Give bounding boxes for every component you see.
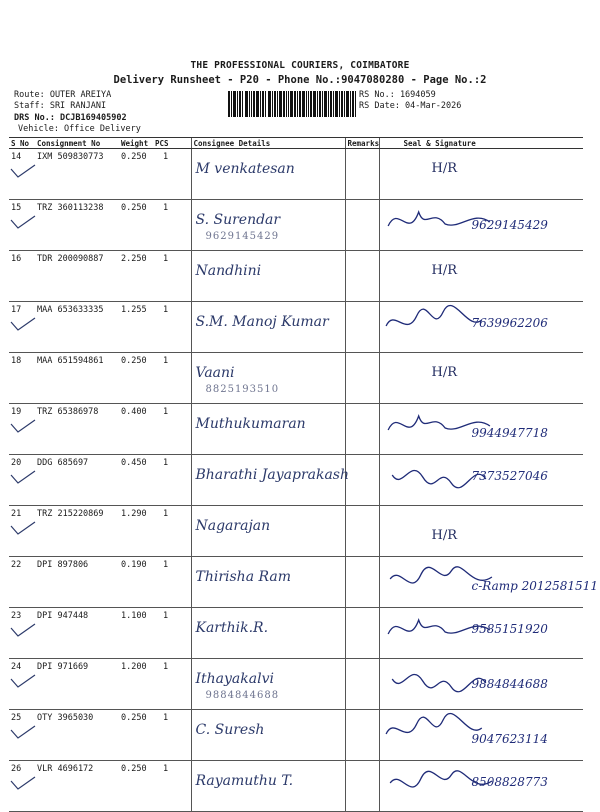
company-title: THE PROFESSIONAL COURIERS, COIMBATORE [190, 60, 410, 71]
row-consignment: IXM 509830773 [35, 149, 119, 200]
table-row [9, 251, 583, 302]
rs-number: RS No.: 1694059 [359, 90, 436, 100]
row-weight: 0.400 [119, 404, 153, 455]
row-remarks [345, 659, 379, 710]
consignee-name: S. Surendar [195, 212, 281, 228]
signature-phone: 8508828773 [471, 775, 548, 789]
row-sno [9, 149, 35, 200]
row-consignee [191, 506, 345, 557]
staff-label: Staff: SRI RANJANI [14, 101, 107, 111]
row-remarks [345, 761, 379, 812]
check-mark-icon [9, 520, 37, 536]
signature-phone: 9629145429 [471, 218, 548, 232]
row-sno-text: 23 [11, 611, 22, 621]
check-mark-icon [9, 163, 37, 179]
rs-date: RS Date: 04-Mar-2026 [359, 101, 462, 111]
consignee-name: Nandhini [195, 263, 262, 279]
row-remarks [345, 608, 379, 659]
row-weight: 0.250 [119, 353, 153, 404]
vehicle-label: Vehicle: Office Delivery [18, 124, 141, 134]
row-weight: 0.250 [119, 149, 153, 200]
table-row [9, 302, 583, 353]
row-weight: 0.250 [119, 761, 153, 812]
row-weight: 0.450 [119, 455, 153, 506]
seal-hr-text: H/R [431, 365, 458, 380]
row-sno [9, 302, 35, 353]
row-signature [379, 149, 583, 200]
row-sno-text: 25 [11, 713, 22, 723]
row-sno-text: 18 [11, 356, 22, 366]
consignee-name: Nagarajan [195, 518, 271, 534]
row-sno-text: 22 [11, 560, 22, 570]
row-sno [9, 710, 35, 761]
row-weight: 0.190 [119, 557, 153, 608]
signature-phone: 9047623114 [471, 732, 548, 746]
row-remarks [345, 302, 379, 353]
row-consignee [191, 761, 345, 812]
table-header-row [9, 138, 583, 149]
consignee-name: Rayamuthu T. [195, 773, 294, 789]
row-consignment: OTY 3965030 [35, 710, 119, 761]
row-remarks [345, 557, 379, 608]
row-sno [9, 506, 35, 557]
row-sno-text: 16 [11, 254, 22, 264]
row-remarks [345, 353, 379, 404]
row-consignment: VLR 4696172 [35, 761, 119, 812]
table-row [9, 761, 583, 812]
table-row [9, 455, 583, 506]
col-header-weight: Weight [119, 138, 153, 149]
table-row [9, 710, 583, 761]
row-weight: 1.100 [119, 608, 153, 659]
row-sno [9, 353, 35, 404]
route-label: Route: OUTER AREIYA [14, 90, 112, 100]
row-sno-text: 26 [11, 764, 22, 774]
seal-hr-text: H/R [431, 263, 458, 278]
row-remarks [345, 506, 379, 557]
row-pcs: 1 [153, 761, 191, 812]
consignee-phone: 8825193510 [205, 384, 280, 395]
row-sno [9, 200, 35, 251]
row-signature [379, 557, 598, 608]
row-sno [9, 455, 35, 506]
consignee-name: Vaani [195, 365, 235, 381]
row-consignment: DPI 897806 [35, 557, 119, 608]
row-consignee [191, 404, 345, 455]
row-consignee [191, 557, 345, 608]
row-consignee [191, 149, 345, 200]
table-row [9, 557, 583, 608]
table-row [9, 149, 583, 200]
row-pcs: 1 [153, 506, 191, 557]
row-pcs: 1 [153, 455, 191, 506]
row-remarks [345, 710, 379, 761]
row-sno-text: 19 [11, 407, 22, 417]
check-mark-icon [9, 673, 37, 689]
col-header-signature: Seal & Signature [379, 138, 583, 149]
row-pcs: 1 [153, 557, 191, 608]
row-consignee [191, 455, 350, 506]
row-remarks [345, 455, 379, 506]
row-weight: 1.255 [119, 302, 153, 353]
row-sno [9, 659, 35, 710]
row-consignment: TDR 200090887 [35, 251, 119, 302]
check-mark-icon [9, 316, 37, 332]
table-row [9, 659, 583, 710]
signature-phone: 7639962206 [471, 316, 548, 330]
table-row [9, 506, 583, 557]
table-body [9, 149, 598, 812]
row-pcs: 1 [153, 404, 191, 455]
runsheet-subtitle: Delivery Runsheet - P20 - Phone No.:9047080280 - Page No.:2 [113, 74, 487, 86]
row-signature [379, 659, 583, 710]
consignee-phone: 9884844688 [205, 690, 280, 701]
check-mark-icon [9, 469, 37, 485]
row-remarks [345, 149, 379, 200]
drs-label: DRS No.: DCJB169405902 [14, 113, 127, 123]
row-consignment: DPI 971669 [35, 659, 119, 710]
row-pcs: 1 [153, 200, 191, 251]
col-header-sno: S No [9, 138, 35, 149]
consignee-name: S.M. Manoj Kumar [195, 314, 329, 330]
check-mark-icon [9, 775, 37, 791]
row-consignee [191, 302, 345, 353]
table-row [9, 608, 583, 659]
row-consignment: DDG 685697 [35, 455, 119, 506]
consignee-name: Thirisha Ram [195, 569, 291, 585]
row-signature [379, 353, 583, 404]
row-pcs: 1 [153, 302, 191, 353]
signature-phone: 9585151920 [471, 622, 548, 636]
seal-hr-text: H/R [431, 161, 458, 176]
row-sno [9, 761, 35, 812]
consignee-name: Bharathi Jayaprakash [195, 467, 350, 483]
row-weight: 0.250 [119, 710, 153, 761]
row-remarks [345, 404, 379, 455]
row-consignment: TRZ 360113238 [35, 200, 119, 251]
consignee-name: Muthukumaran [195, 416, 306, 432]
row-sno-text: 20 [11, 458, 22, 468]
row-weight: 2.250 [119, 251, 153, 302]
row-pcs: 1 [153, 251, 191, 302]
row-signature [379, 506, 583, 557]
signature-phone: c-Ramp 2012581511 [471, 579, 598, 593]
consignee-name: C. Suresh [195, 722, 265, 738]
row-sno-text: 15 [11, 203, 22, 213]
signature-phone: 9884844688 [471, 677, 548, 691]
row-sno-text: 24 [11, 662, 22, 672]
row-pcs: 1 [153, 710, 191, 761]
consignee-name: Karthik.R. [195, 620, 269, 636]
signature-phone: 9944947718 [471, 426, 548, 440]
table-row [9, 353, 583, 404]
row-remarks [345, 200, 379, 251]
row-consignee [191, 608, 345, 659]
barcode-image [228, 91, 356, 117]
check-mark-icon [9, 214, 37, 230]
row-consignment: TRZ 65386978 [35, 404, 119, 455]
row-sno-text: 21 [11, 509, 22, 519]
row-signature [379, 404, 583, 455]
row-consignee [191, 251, 345, 302]
table-row [9, 404, 583, 455]
row-signature [379, 608, 583, 659]
row-sno [9, 557, 35, 608]
row-weight: 1.200 [119, 659, 153, 710]
table-row [9, 200, 583, 251]
col-header-consignment: Consignment No [35, 138, 119, 149]
row-consignee [191, 659, 345, 710]
row-consignment: TRZ 215220869 [35, 506, 119, 557]
check-mark-icon [9, 622, 37, 638]
col-header-consignee: Consignee Details [191, 138, 345, 149]
signature-phone: 7373527046 [471, 469, 548, 483]
row-consignee [191, 353, 345, 404]
row-signature [379, 761, 583, 812]
row-pcs: 1 [153, 659, 191, 710]
row-pcs: 1 [153, 149, 191, 200]
row-signature [379, 710, 583, 761]
row-signature [379, 200, 583, 251]
row-sno [9, 404, 35, 455]
row-consignment: DPI 947448 [35, 608, 119, 659]
row-sno [9, 608, 35, 659]
row-weight: 1.290 [119, 506, 153, 557]
row-sno-text: 14 [11, 152, 22, 162]
row-signature [379, 251, 583, 302]
check-mark-icon [9, 724, 37, 740]
seal-hr-text: H/R [431, 528, 458, 543]
row-remarks [345, 251, 379, 302]
consignee-name: Ithayakalvi [195, 671, 274, 687]
consignee-name: M venkatesan [195, 161, 295, 177]
row-consignment: MAA 653633335 [35, 302, 119, 353]
row-consignment: MAA 651594861 [35, 353, 119, 404]
row-consignee [191, 200, 345, 251]
row-consignee [191, 710, 345, 761]
col-header-pcs: PCS [153, 138, 191, 149]
row-pcs: 1 [153, 353, 191, 404]
row-signature [379, 302, 583, 353]
row-weight: 0.250 [119, 200, 153, 251]
row-sno-text: 17 [11, 305, 22, 315]
runsheet-table [9, 137, 598, 812]
col-header-remarks: Remarks [345, 138, 379, 149]
check-mark-icon [9, 418, 37, 434]
row-sno [9, 251, 35, 302]
consignee-phone: 9629145429 [205, 231, 280, 242]
row-pcs: 1 [153, 608, 191, 659]
row-signature [379, 455, 583, 506]
